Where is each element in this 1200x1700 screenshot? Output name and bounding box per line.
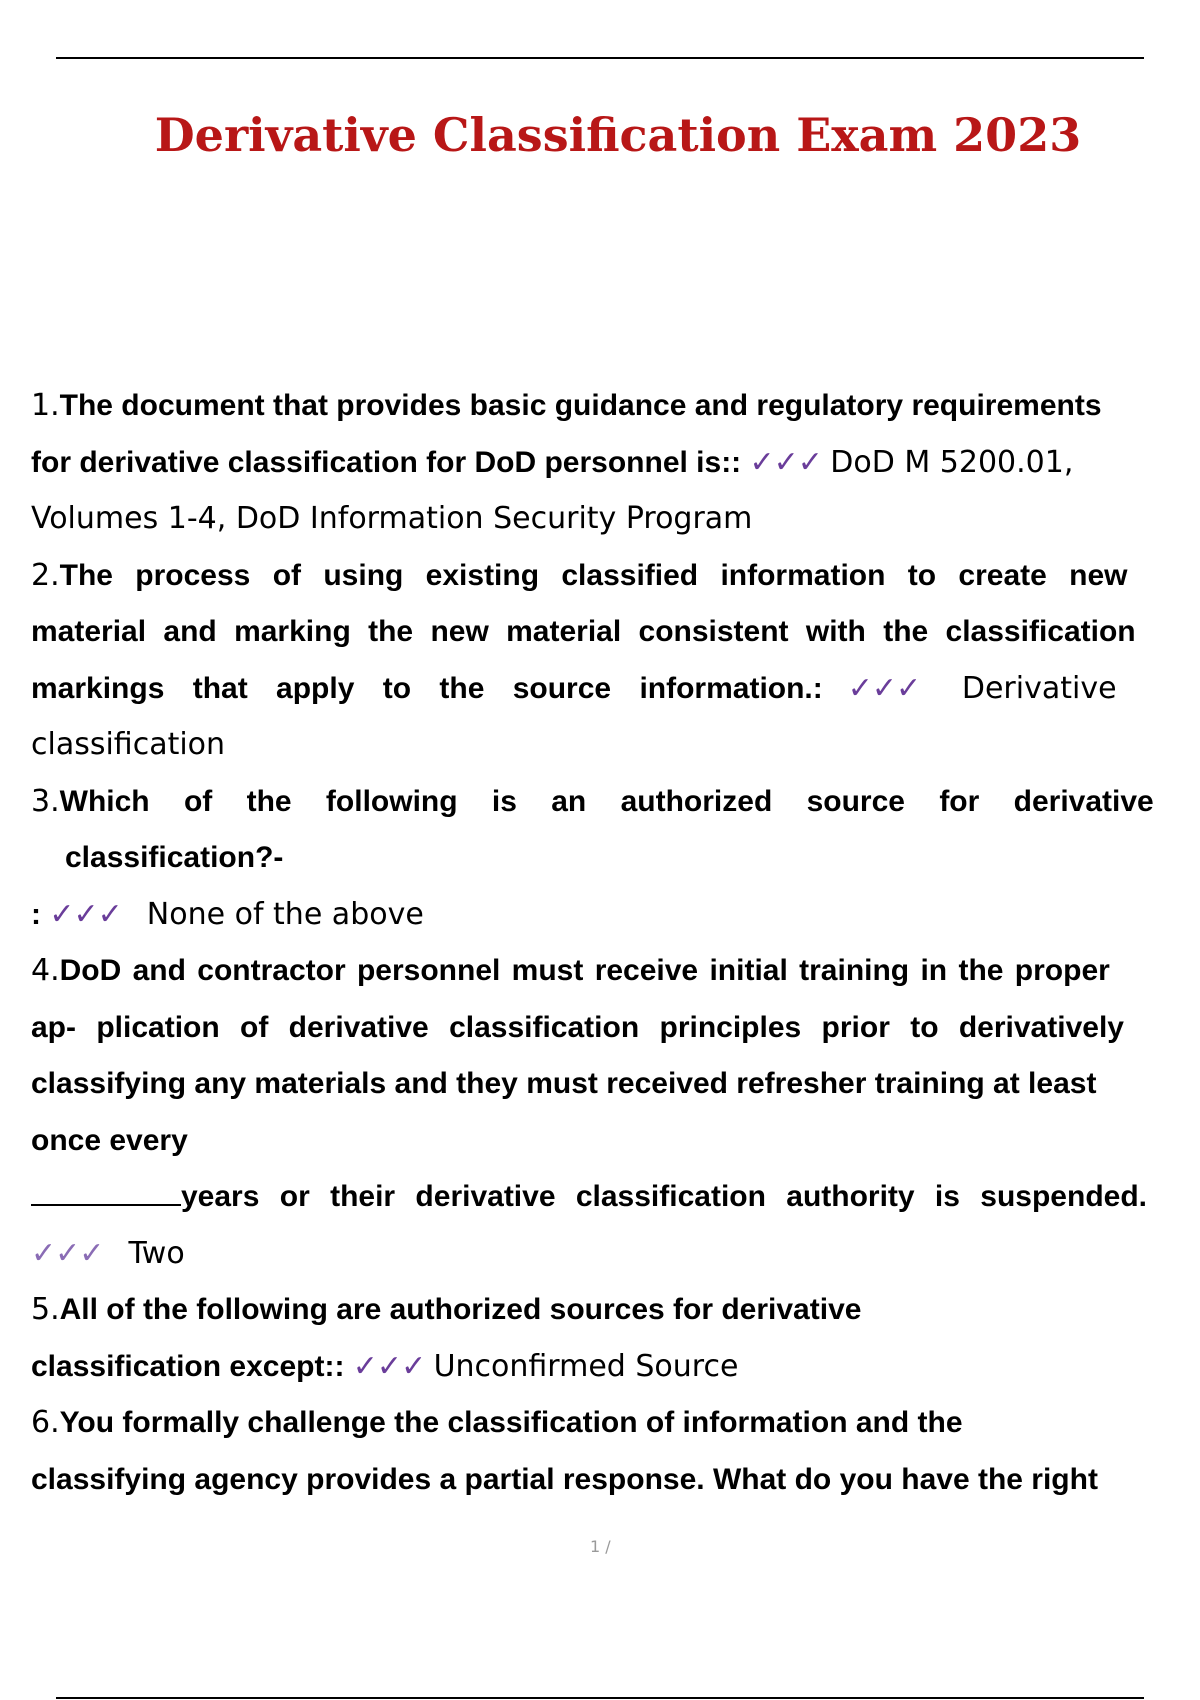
question-3-line-2: classification?- — [65, 841, 284, 874]
answer-1-line-2: Volumes 1-4, DoD Information Security Program — [31, 501, 753, 536]
answer-2-line-2: classification — [31, 727, 226, 762]
page-number: 1 / — [590, 1537, 611, 1556]
check-marks-icon: ✓✓✓ — [352, 1348, 426, 1384]
question-5-line-2: classification except:: ✓✓✓ Unconfirmed Source — [31, 1348, 739, 1384]
question-4-line-2: ap- plication of derivative classification principles prior to derivatively — [31, 1010, 1124, 1044]
question-4-line-5: years or their derivative classification authority is suspended. — [31, 1169, 1200, 1226]
check-marks-icon: ✓✓✓ — [31, 1235, 104, 1271]
document-title: Derivative Classification Exam 2023 — [154, 108, 1082, 162]
answer-5: Unconfirmed Source — [433, 1348, 739, 1384]
answer-3: None of the above — [146, 896, 424, 932]
bottom-rule — [56, 1697, 1144, 1699]
question-6-line-2: classifying agency provides a partial response. What do you have the right — [31, 1462, 1098, 1496]
question-2-line-1: 2.The process of using existing classified information to create new — [31, 557, 1128, 593]
answer-1: DoD M 5200.01, — [830, 444, 1074, 480]
question-list — [31, 378, 1200, 1508]
question-4-line-4: once every — [31, 1123, 188, 1157]
question-2-line-2: material and marking the new material consistent with the classification — [31, 615, 1136, 648]
question-4-line-3: classifying any materials and they must received refresher training at least — [31, 1067, 1097, 1100]
check-marks-icon: ✓✓✓ — [49, 896, 122, 932]
answer-3-line: : ✓✓✓ None of the above — [31, 896, 424, 932]
question-5-line-1: 5.All of the following are authorized sources for derivative — [31, 1292, 862, 1327]
answer-2: Derivative — [961, 670, 1117, 706]
question-1-line-2: for derivative classification for DoD personnel is:: ✓✓✓ DoD M 5200.01, — [31, 444, 1074, 480]
top-rule — [56, 57, 1144, 59]
question-3-line-1: 3.Which of the following is an authorized source for derivative — [31, 783, 1154, 819]
question-2-line-3: markings that apply to the source information.: ✓✓✓ Derivative — [31, 670, 1117, 706]
question-6-line-1: 6.You formally challenge the classification of information and the — [31, 1405, 963, 1440]
check-marks-icon: ✓✓✓ — [749, 444, 822, 480]
answer-4: Two — [128, 1235, 185, 1271]
question-1-line-1: 1.The document that provides basic guidance and regulatory requirements — [31, 388, 1102, 423]
fill-in-blank — [31, 1180, 181, 1206]
check-marks-icon: ✓✓✓ — [847, 670, 921, 706]
question-4-line-1: 4.DoD and contractor personnel must receive initial training in the proper — [31, 953, 1110, 988]
answer-4-line — [31, 1226, 1200, 1283]
